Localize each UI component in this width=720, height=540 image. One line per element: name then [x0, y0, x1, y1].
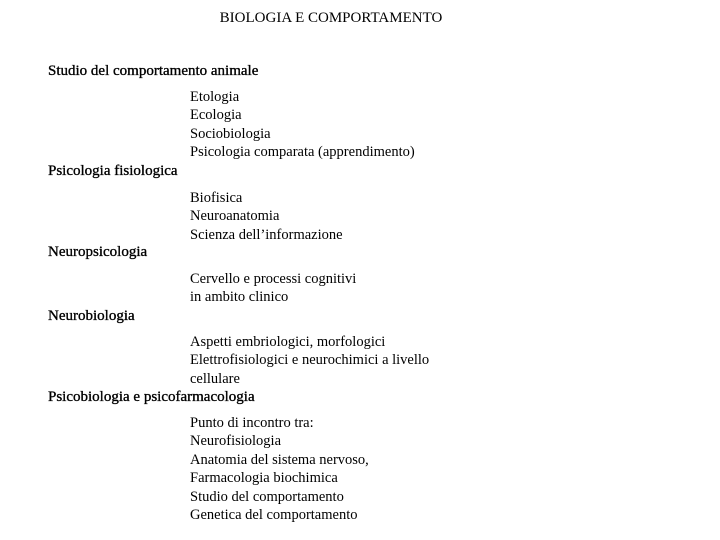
- list-item: in ambito clinico: [190, 289, 289, 306]
- section-items-psicologia-fisiologica: [190, 189, 343, 244]
- list-item: Neurofisiologia: [190, 433, 282, 450]
- list-item: Etologia: [190, 89, 240, 105]
- section-heading-psicologia-fisiologica: Psicologia fisiologica: [48, 163, 178, 179]
- list-item: Sociobiologia: [190, 125, 271, 142]
- list-item: Psicologia comparata (apprendimento): [190, 144, 415, 161]
- section-items-studio-comportamento-animale: [190, 88, 415, 162]
- list-item: Elettrofisiologici e neurochimici a livello: [190, 352, 430, 369]
- section-items-neuropsicologia: [190, 270, 356, 307]
- list-item: Ecologia: [190, 107, 242, 124]
- section-items-psicobiologia-psicofarmacologia: [190, 414, 369, 524]
- section-heading-psicobiologia-psicofarmacologia: Psicobiologia e psicofarmacologia: [48, 389, 255, 405]
- document-title: BIOLOGIA E COMPORTAMENTO: [219, 10, 443, 26]
- section-heading-neuropsicologia: Neuropsicologia: [48, 244, 148, 260]
- list-item: Biofisica: [190, 190, 243, 206]
- list-item: Scienza dell’informazione: [190, 226, 343, 243]
- list-item: Genetica del comportamento: [190, 506, 358, 523]
- list-item: Aspetti embriologici, morfologici: [190, 334, 386, 350]
- list-item: Studio del comportamento: [190, 488, 344, 505]
- section-items-neurobiologia: [190, 333, 429, 388]
- list-item: Anatomia del sistema nervoso,: [190, 451, 369, 468]
- list-item: cellulare: [190, 370, 240, 387]
- list-item: Farmacologia biochimica: [190, 470, 338, 487]
- list-item: Neuroanatomia: [190, 208, 280, 225]
- list-item: Punto di incontro tra:: [190, 415, 314, 431]
- section-heading-neurobiologia: Neurobiologia: [48, 308, 135, 324]
- section-heading-studio-comportamento-animale: Studio del comportamento animale: [48, 63, 259, 79]
- list-item: Cervello e processi cognitivi: [190, 271, 357, 287]
